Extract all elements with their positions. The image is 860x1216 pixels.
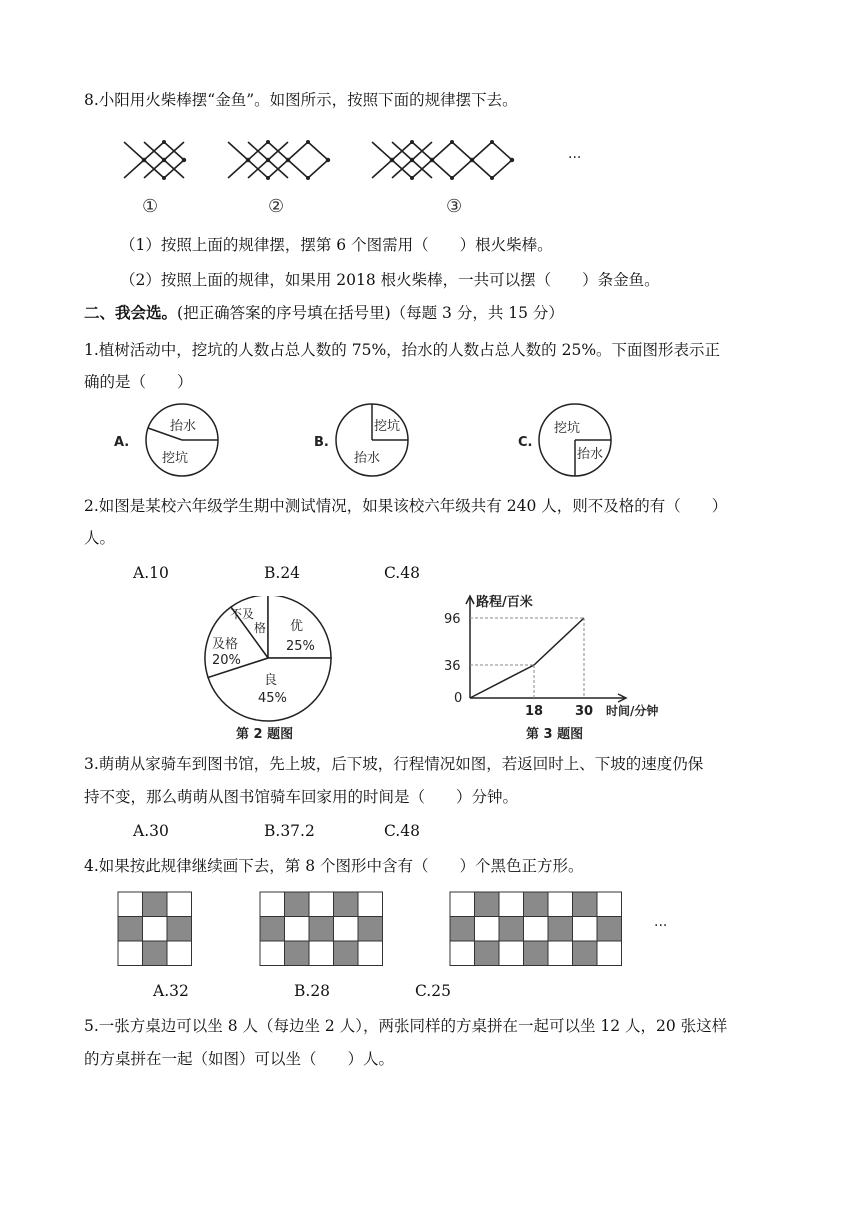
white-square — [597, 892, 622, 917]
q2-option-b: B.24 — [264, 564, 301, 582]
q3-ytick-0: 0 — [454, 691, 463, 706]
pie-label-excellent: 优 — [290, 619, 304, 634]
q1-option-a-letter: A. — [114, 435, 130, 450]
dark-square — [334, 941, 359, 966]
dark-square — [573, 892, 598, 917]
q2-option-a: A.10 — [133, 564, 169, 582]
white-square — [499, 941, 524, 966]
white-square — [143, 917, 168, 942]
q3-ytick-36: 36 — [444, 659, 461, 674]
q2-option-c: C.48 — [384, 564, 420, 582]
q8-label-2: ② — [268, 196, 285, 217]
white-square — [260, 892, 285, 917]
q3-option-b: B.37.2 — [264, 822, 315, 840]
q4-ellipsis: ··· — [654, 918, 668, 934]
pie-label-good: 良 — [264, 673, 278, 688]
q4-option-b: B.28 — [294, 982, 331, 1000]
white-square — [499, 892, 524, 917]
white-square — [358, 941, 383, 966]
white-square — [118, 892, 143, 917]
white-square — [450, 941, 475, 966]
white-square — [309, 941, 334, 966]
q2-stem-line2: 人。 — [84, 529, 116, 547]
pie-label-fail-2: 格 — [254, 621, 267, 635]
q8-ellipsis: ··· — [568, 150, 582, 166]
q4-stem: 4.如果按此规律继续画下去，第 8 个图形中含有（ ）个黑色正方形。 — [84, 857, 584, 875]
dark-square — [285, 941, 310, 966]
q8-matchstick-figures — [110, 122, 610, 222]
q3-line-graph — [424, 592, 694, 744]
white-square — [334, 917, 359, 942]
white-square — [167, 892, 192, 917]
q5-stem-line1: 5.一张方桌边可以坐 8 人（每边坐 2 人），两张同样的方桌拼在一起可以坐 12 人，20 张这样 — [84, 1017, 728, 1035]
white-square — [524, 917, 549, 942]
q1-option-c-top: 挖坑 — [554, 421, 581, 436]
white-square — [358, 892, 383, 917]
dark-square — [573, 941, 598, 966]
q3-ytick-96: 96 — [444, 612, 461, 627]
dark-square — [499, 917, 524, 942]
white-square — [475, 917, 500, 942]
white-square — [597, 941, 622, 966]
q5-stem-line2: 的方桌拼在一起（如图）可以坐（ ）人。 — [84, 1050, 395, 1068]
section2-title: 二、我会选。 — [84, 303, 178, 322]
q8-stem: 8.小阳用火柴棒摆“金鱼”。如图所示，按照下面的规律摆下去。 — [84, 91, 518, 109]
q3-xtick-18: 18 — [525, 704, 544, 719]
dark-square — [143, 941, 168, 966]
white-square — [118, 941, 143, 966]
white-square — [450, 892, 475, 917]
q1-option-a-top: 抬水 — [170, 419, 197, 434]
q3-xtick-30: 30 — [575, 704, 594, 719]
q8-label-3: ③ — [446, 196, 463, 217]
q3-option-c: C.48 — [384, 822, 420, 840]
dark-square — [260, 917, 285, 942]
dark-square — [597, 917, 622, 942]
dark-square — [118, 917, 143, 942]
pie-label-pass: 及格 — [212, 637, 239, 652]
dark-square — [548, 917, 573, 942]
white-square — [285, 917, 310, 942]
white-square — [573, 917, 598, 942]
q1-stem-line1: 1.植树活动中，挖坑的人数占总人数的 75%，抬水的人数占总人数的 25%。下面图形表示正 — [84, 341, 721, 359]
dark-square — [334, 892, 359, 917]
q1-option-b-top: 挖坑 — [374, 419, 401, 434]
white-square — [548, 941, 573, 966]
pie-value-excellent: 25% — [286, 639, 315, 654]
white-square — [260, 941, 285, 966]
dark-square — [167, 917, 192, 942]
q2-pie-caption: 第 2 题图 — [236, 727, 294, 742]
dark-square — [358, 917, 383, 942]
q1-option-c-letter: C. — [518, 435, 533, 450]
section2-note: (把正确答案的序号填在括号里)（每题 3 分，共 15 分） — [177, 304, 564, 322]
dark-square — [285, 892, 310, 917]
white-square — [309, 892, 334, 917]
q3-stem-line1: 3.萌萌从家骑车到图书馆，先上坡，后下坡，行程情况如图，若返回时上、下坡的速度仍保 — [84, 755, 704, 773]
dark-square — [450, 917, 475, 942]
q1-option-figures — [110, 400, 630, 480]
q4-checker-figures — [110, 886, 710, 966]
pie-label-fail-1: 不及 — [230, 607, 255, 621]
q3-stem-line2: 持不变，那么萌萌从图书馆骑车回家用的时间是（ ）分钟。 — [84, 788, 519, 806]
q3-graph-caption: 第 3 题图 — [526, 727, 584, 742]
dark-square — [524, 941, 549, 966]
q1-option-c-bottom: 抬水 — [577, 447, 604, 462]
q8-part1: （1）按照上面的规律摆，摆第 6 个图需用（ ）根火柴棒。 — [120, 236, 553, 254]
q3-xlabel: 时间/分钟 — [606, 704, 659, 718]
white-square — [548, 892, 573, 917]
section2-heading — [84, 303, 564, 323]
q3-option-a: A.30 — [133, 822, 169, 840]
q8-part2: （2）按照上面的规律，如果用 2018 根火柴棒，一共可以摆（ ）条金鱼。 — [120, 271, 660, 289]
q8-label-1: ① — [142, 196, 159, 217]
q4-option-c: C.25 — [415, 982, 451, 1000]
dark-square — [309, 917, 334, 942]
q1-stem-line2: 确的是（ ） — [84, 373, 193, 391]
q3-ylabel: 路程/百米 — [476, 595, 533, 610]
q4-option-a: A.32 — [153, 982, 189, 1000]
dark-square — [475, 892, 500, 917]
q2-stem-line1: 2.如图是某校六年级学生期中测试情况，如果该校六年级共有 240 人，则不及格的有（ ） — [84, 497, 728, 515]
q1-option-b-letter: B. — [314, 435, 329, 450]
white-square — [167, 941, 192, 966]
pie-value-pass: 20% — [212, 653, 241, 668]
dark-square — [524, 892, 549, 917]
dark-square — [475, 941, 500, 966]
q1-option-b-bottom: 抬水 — [354, 451, 381, 466]
dark-square — [143, 892, 168, 917]
pie-value-good: 45% — [258, 691, 287, 706]
q2-pie-chart — [200, 596, 350, 744]
q1-option-a-bottom: 挖坑 — [162, 451, 189, 466]
